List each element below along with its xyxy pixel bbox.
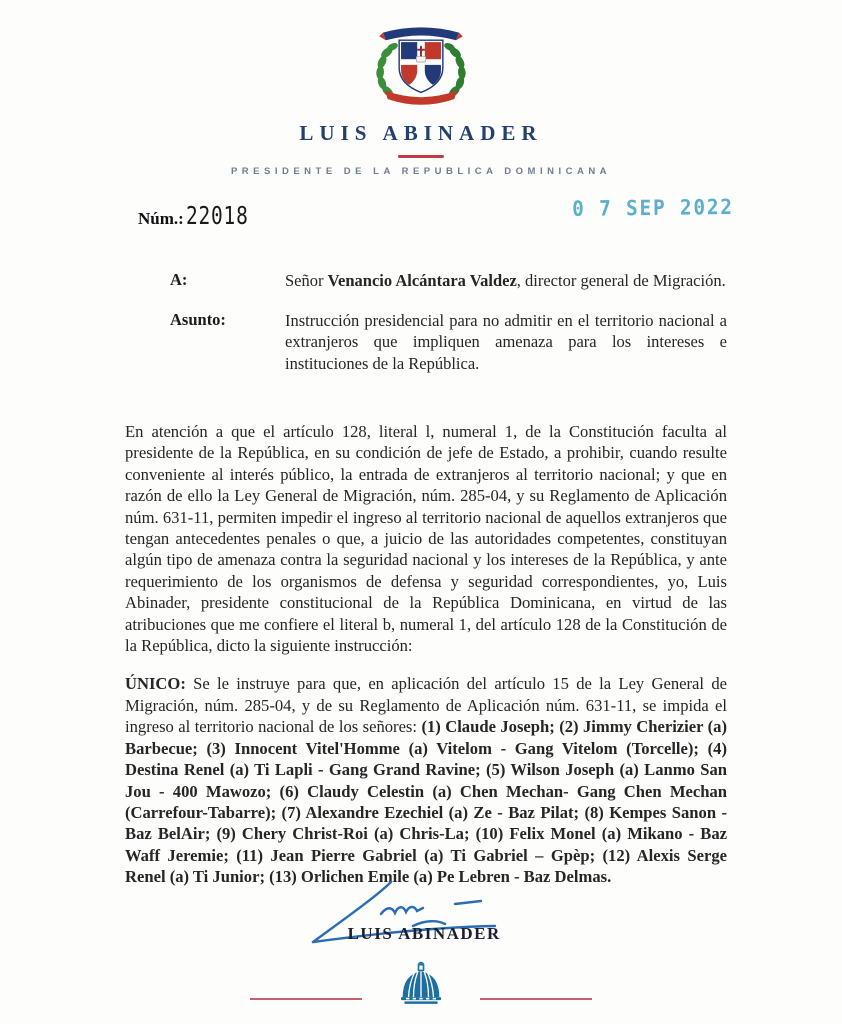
unico-label: ÚNICO: — [125, 674, 186, 694]
date-stamp: 0 7 SEP 2022 — [572, 195, 735, 221]
recipient-suffix: , director general de Migración. — [516, 271, 726, 290]
letterhead-subtitle: PRESIDENTE DE LA REPUBLICA DOMINICANA — [230, 166, 612, 177]
recipient-label: A: — [170, 270, 188, 289]
letterhead-red-rule — [398, 155, 444, 158]
signature-block — [295, 880, 535, 958]
body-paragraph-unico — [125, 673, 727, 887]
signature-name: LUIS ABINADER — [347, 923, 501, 943]
subject-block — [170, 310, 727, 375]
recipient-block — [170, 270, 727, 292]
footer — [0, 960, 842, 1010]
meta-row — [0, 177, 842, 230]
body-paragraph-1: En atención a que el artículo 128, literal l, numeral 1, de la Constitución faculta al presidente de la República, en su condición de jefe de Estado, a prohibir, cuando resulte conveniente al interés público, la entrada de extranjeros al territorio nacional; y que en razón de ello la Ley General de Migración, núm. 285-04, y su Reglamento de Aplicación núm. 631-11, permiten impedir el ingreso al territorio nacional de aquellos extranjeros que tengan antecedentes penales o que, a juicio de las autoridades competentes, constituyan algún tipo de amenaza contra la seguridad nacional y los intereses de la República, y ante requerimiento de los organismos de defensa y seguridad correspondientes, yo, Luis Abinader, presidente constitucional de la República Dominicana, en virtud de las atribuciones que me confiere el literal b, numeral 1, del artículo 128 de la Constitución de la República, dicto la siguiente instrucción: — [125, 422, 727, 656]
subject-label: Asunto: — [170, 309, 226, 329]
recipient-prefix: Señor — [285, 271, 328, 290]
document-number-label: Núm.: — [138, 209, 184, 228]
unico-intro: Se le instruye para que, en aplicación del artículo 15 de la Ley General de Migración, núm. 285-04, y de su Reglamento de Aplicación núm. 631-11, se impida el ingreso al territorio nacional de los señores: — [125, 674, 727, 737]
letterhead — [0, 0, 842, 177]
document-number-value: 22018 — [185, 201, 249, 230]
signature-icon — [295, 880, 535, 958]
footer-right-line — [480, 998, 592, 1000]
document-body — [0, 392, 842, 888]
unico-list: (1) Claude Joseph; (2) Jimmy Cherizier (a) Barbecue; (3) Innocent Vitel'Homme (a) Vitelom - Gang Vitelom (Torcelle); (4) Destina Renel (a) Ti Lapli - Gang Grand Ravine; (5) Wilson Joseph (a) Lanmo San Jou - 400 Mawozo; (6) Claudy Celestin (a) Chen Mechan- Gang Chen Mechan (Carrefour-Tabarre); (7) Alexandre Ezechiel (a) Ze - Baz Pilat; (8) Kempes Sanon - Baz BelAir; (9) Chery Christ-Roi (a) Chris-La; (10) Felix Monel (a) Mikano - Baz Waff Jeremie; (11) Jean Pierre Gabriel (a) Ti Gabriel – Gpèp; (12) Alexis Serge Renel (a) Ti Junior; (13) Orlichen Emile (a) Pe Lebren - Baz Delmas. — [125, 717, 727, 887]
info-area — [0, 230, 842, 392]
recipient-name: Venancio Alcántara Valdez — [327, 271, 517, 290]
document-number — [138, 201, 266, 230]
subject-text: Instrucción presidencial para no admitir en el territorio nacional a extranjeros que impliquen amenaza para los intereses e instituciones de la República. — [285, 310, 727, 373]
coat-of-arms-icon — [364, 20, 478, 106]
footer-left-line — [250, 998, 362, 1000]
recipient-content — [285, 270, 727, 292]
letterhead-president-name: LUIS ABINADER — [299, 121, 543, 145]
palace-dome-icon — [396, 960, 446, 1006]
